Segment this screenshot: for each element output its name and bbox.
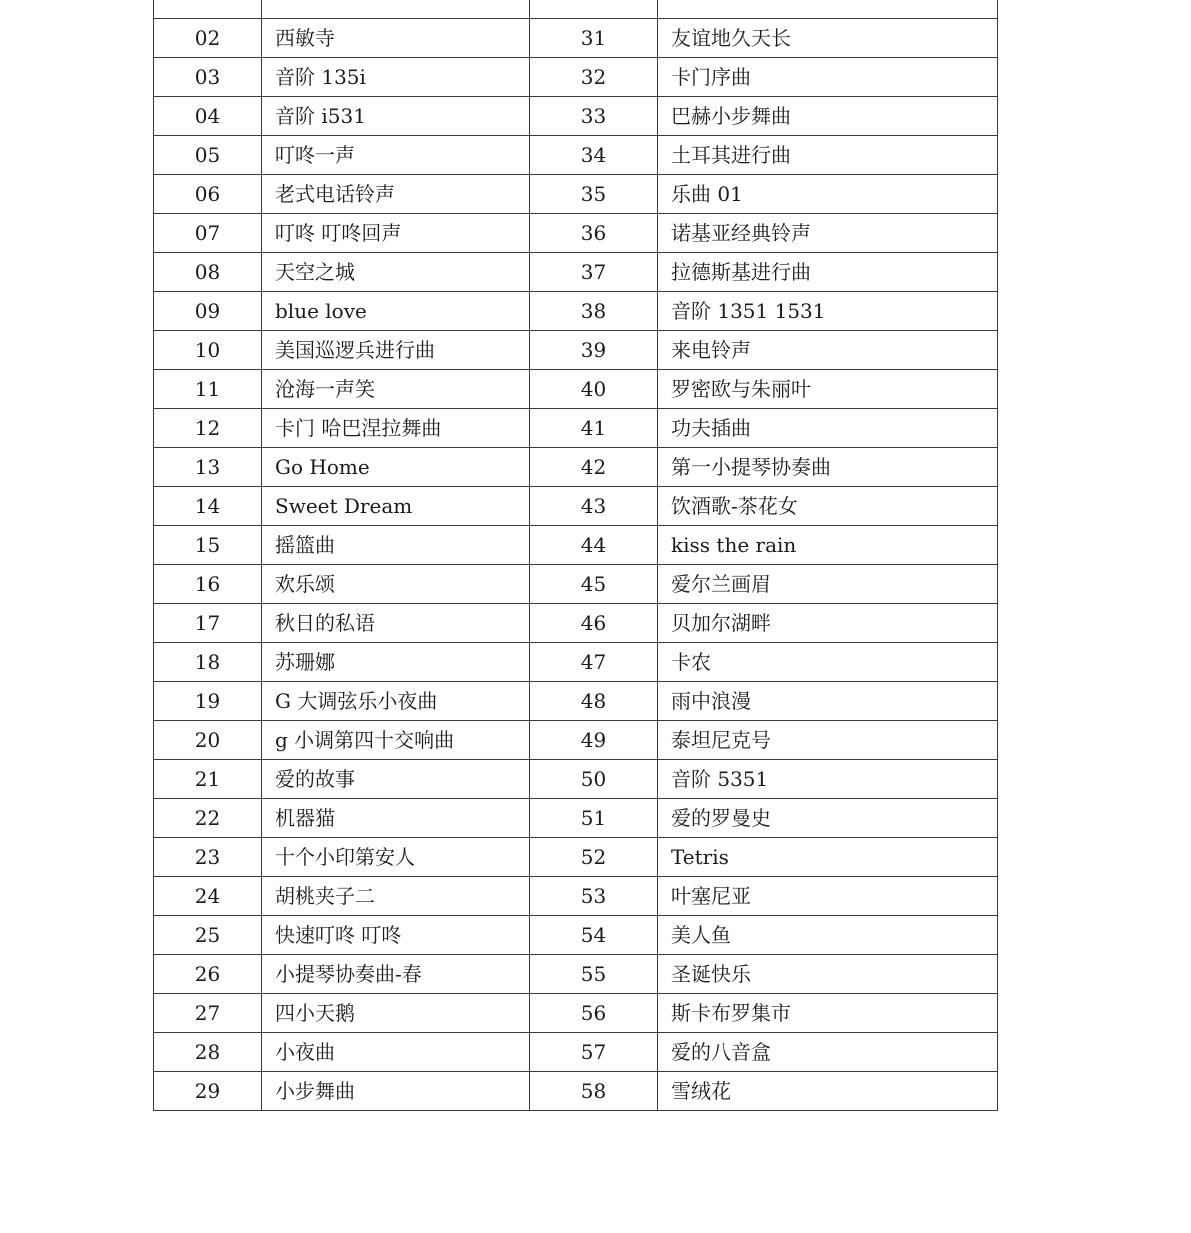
table-row xyxy=(154,97,998,136)
right-number-cell: 31 xyxy=(530,19,658,58)
right-ringtone-name-cell: 音阶 5351 xyxy=(658,760,998,799)
right-number-cell: 51 xyxy=(530,799,658,838)
left-ringtone-name-cell: 秋日的私语 xyxy=(262,604,530,643)
right-ringtone-name-cell: 巴赫小步舞曲 xyxy=(658,97,998,136)
right-number-cell: 36 xyxy=(530,214,658,253)
right-number-cell: 57 xyxy=(530,1033,658,1072)
table-row xyxy=(154,331,998,370)
left-ringtone-name-cell: 老式电话铃声 xyxy=(262,175,530,214)
table-row xyxy=(154,526,998,565)
left-number-cell: 07 xyxy=(154,214,262,253)
left-number-cell: 18 xyxy=(154,643,262,682)
left-ringtone-name-cell: 胡桃夹子二 xyxy=(262,877,530,916)
left-number-cell: 25 xyxy=(154,916,262,955)
left-ringtone-name-cell: 卡门 哈巴涅拉舞曲 xyxy=(262,409,530,448)
left-number-cell: 11 xyxy=(154,370,262,409)
left-ringtone-name-cell: 四小天鹅 xyxy=(262,994,530,1033)
left-number-cell: 08 xyxy=(154,253,262,292)
left-ringtone-name-cell: 苏珊娜 xyxy=(262,643,530,682)
right-number-cell: 32 xyxy=(530,58,658,97)
left-number-cell: 06 xyxy=(154,175,262,214)
table-row xyxy=(154,448,998,487)
left-ringtone-name-cell: 音阶 i531 xyxy=(262,97,530,136)
left-number-cell: 15 xyxy=(154,526,262,565)
right-number-cell: 50 xyxy=(530,760,658,799)
right-ringtone-name-cell: 爱尔兰画眉 xyxy=(658,565,998,604)
right-ringtone-name-cell: 乐曲 01 xyxy=(658,175,998,214)
right-ringtone-name-cell: 饮酒歌-茶花女 xyxy=(658,487,998,526)
right-number-cell: 47 xyxy=(530,643,658,682)
left-number-cell: 14 xyxy=(154,487,262,526)
left-number-cell: 17 xyxy=(154,604,262,643)
right-number-cell: 34 xyxy=(530,136,658,175)
right-number-cell: 58 xyxy=(530,1072,658,1111)
table-row xyxy=(154,721,998,760)
left-number-cell: 12 xyxy=(154,409,262,448)
table-row xyxy=(154,409,998,448)
table-row xyxy=(154,604,998,643)
ringtone-table-body xyxy=(154,0,998,1111)
left-ringtone-name-cell: 机器猫 xyxy=(262,799,530,838)
left-ringtone-name-cell: 小提琴协奏曲-春 xyxy=(262,955,530,994)
right-ringtone-name-cell: 斯卡布罗集市 xyxy=(658,994,998,1033)
right-number-cell: 39 xyxy=(530,331,658,370)
table-row xyxy=(154,370,998,409)
right-ringtone-name-cell: 美人鱼 xyxy=(658,916,998,955)
left-ringtone-name-cell: 欢乐颂 xyxy=(262,565,530,604)
table-row xyxy=(154,994,998,1033)
right-ringtone-name-cell: 爱的八音盒 xyxy=(658,1033,998,1072)
left-ringtone-name-cell: 叮咚 叮咚回声 xyxy=(262,214,530,253)
right-ringtone-name-cell: 罗密欧与朱丽叶 xyxy=(658,370,998,409)
left-number-cell: 23 xyxy=(154,838,262,877)
right-ringtone-name-cell: 诺基亚经典铃声 xyxy=(658,214,998,253)
right-number-cell: 43 xyxy=(530,487,658,526)
table-row xyxy=(154,877,998,916)
right-number-cell: 53 xyxy=(530,877,658,916)
left-number-cell: 05 xyxy=(154,136,262,175)
table-row xyxy=(154,292,998,331)
right-number-cell: 35 xyxy=(530,175,658,214)
left-number-cell: 19 xyxy=(154,682,262,721)
table-row xyxy=(154,175,998,214)
left-number-cell: 13 xyxy=(154,448,262,487)
table-row xyxy=(154,0,998,19)
left-ringtone-name-cell: 十个小印第安人 xyxy=(262,838,530,877)
left-ringtone-name-cell: 爱的故事 xyxy=(262,760,530,799)
right-ringtone-name-cell: 音阶 1351 1531 xyxy=(658,292,998,331)
right-number-cell: 55 xyxy=(530,955,658,994)
ringtone-list-table xyxy=(153,0,998,1111)
right-number-cell: 40 xyxy=(530,370,658,409)
table-row xyxy=(154,1072,998,1111)
left-number-cell: 28 xyxy=(154,1033,262,1072)
left-number-cell: 10 xyxy=(154,331,262,370)
table-row xyxy=(154,838,998,877)
table-row xyxy=(154,565,998,604)
table-row xyxy=(154,643,998,682)
right-number-cell: 42 xyxy=(530,448,658,487)
right-ringtone-name-cell: 贝加尔湖畔 xyxy=(658,604,998,643)
left-number-cell: 29 xyxy=(154,1072,262,1111)
table-row xyxy=(154,487,998,526)
left-ringtone-name-cell xyxy=(262,0,530,19)
left-ringtone-name-cell: 摇篮曲 xyxy=(262,526,530,565)
right-number-cell: 45 xyxy=(530,565,658,604)
left-number-cell: 20 xyxy=(154,721,262,760)
right-ringtone-name-cell: 第一小提琴协奏曲 xyxy=(658,448,998,487)
right-number-cell: 54 xyxy=(530,916,658,955)
right-ringtone-name-cell xyxy=(658,0,998,19)
left-ringtone-name-cell: 西敏寺 xyxy=(262,19,530,58)
right-number-cell: 37 xyxy=(530,253,658,292)
right-ringtone-name-cell: 友谊地久天长 xyxy=(658,19,998,58)
left-ringtone-name-cell: G 大调弦乐小夜曲 xyxy=(262,682,530,721)
right-ringtone-name-cell: 来电铃声 xyxy=(658,331,998,370)
left-ringtone-name-cell: blue love xyxy=(262,292,530,331)
right-ringtone-name-cell: 叶塞尼亚 xyxy=(658,877,998,916)
right-number-cell: 38 xyxy=(530,292,658,331)
right-number-cell: 52 xyxy=(530,838,658,877)
right-ringtone-name-cell: 卡农 xyxy=(658,643,998,682)
left-ringtone-name-cell: 天空之城 xyxy=(262,253,530,292)
right-number-cell: 46 xyxy=(530,604,658,643)
table-row xyxy=(154,916,998,955)
left-number-cell: 27 xyxy=(154,994,262,1033)
table-row xyxy=(154,253,998,292)
left-ringtone-name-cell: 音阶 135i xyxy=(262,58,530,97)
left-ringtone-name-cell: 快速叮咚 叮咚 xyxy=(262,916,530,955)
left-number-cell: 02 xyxy=(154,19,262,58)
right-ringtone-name-cell: kiss the rain xyxy=(658,526,998,565)
right-number-cell: 48 xyxy=(530,682,658,721)
right-number-cell xyxy=(530,0,658,19)
left-ringtone-name-cell: Sweet Dream xyxy=(262,487,530,526)
right-ringtone-name-cell: 泰坦尼克号 xyxy=(658,721,998,760)
right-ringtone-name-cell: 雪绒花 xyxy=(658,1072,998,1111)
table-row xyxy=(154,760,998,799)
right-ringtone-name-cell: 雨中浪漫 xyxy=(658,682,998,721)
right-ringtone-name-cell: 功夫插曲 xyxy=(658,409,998,448)
left-ringtone-name-cell: 叮咚一声 xyxy=(262,136,530,175)
table-row xyxy=(154,955,998,994)
table-row xyxy=(154,214,998,253)
right-number-cell: 41 xyxy=(530,409,658,448)
left-ringtone-name-cell: 美国巡逻兵进行曲 xyxy=(262,331,530,370)
left-number-cell: 21 xyxy=(154,760,262,799)
right-number-cell: 49 xyxy=(530,721,658,760)
right-ringtone-name-cell: Tetris xyxy=(658,838,998,877)
table-row xyxy=(154,799,998,838)
left-ringtone-name-cell: 沧海一声笑 xyxy=(262,370,530,409)
table-row xyxy=(154,136,998,175)
right-number-cell: 44 xyxy=(530,526,658,565)
right-ringtone-name-cell: 卡门序曲 xyxy=(658,58,998,97)
table-row xyxy=(154,1033,998,1072)
right-ringtone-name-cell: 爱的罗曼史 xyxy=(658,799,998,838)
right-number-cell: 56 xyxy=(530,994,658,1033)
left-ringtone-name-cell: 小步舞曲 xyxy=(262,1072,530,1111)
left-number-cell: 04 xyxy=(154,97,262,136)
left-number-cell: 09 xyxy=(154,292,262,331)
right-ringtone-name-cell: 圣诞快乐 xyxy=(658,955,998,994)
table-row xyxy=(154,19,998,58)
table-row xyxy=(154,682,998,721)
table-row xyxy=(154,58,998,97)
left-number-cell xyxy=(154,0,262,19)
left-number-cell: 26 xyxy=(154,955,262,994)
left-number-cell: 16 xyxy=(154,565,262,604)
right-ringtone-name-cell: 土耳其进行曲 xyxy=(658,136,998,175)
right-number-cell: 33 xyxy=(530,97,658,136)
right-ringtone-name-cell: 拉德斯基进行曲 xyxy=(658,253,998,292)
left-ringtone-name-cell: g 小调第四十交响曲 xyxy=(262,721,530,760)
left-number-cell: 24 xyxy=(154,877,262,916)
left-number-cell: 03 xyxy=(154,58,262,97)
left-number-cell: 22 xyxy=(154,799,262,838)
left-ringtone-name-cell: 小夜曲 xyxy=(262,1033,530,1072)
left-ringtone-name-cell: Go Home xyxy=(262,448,530,487)
